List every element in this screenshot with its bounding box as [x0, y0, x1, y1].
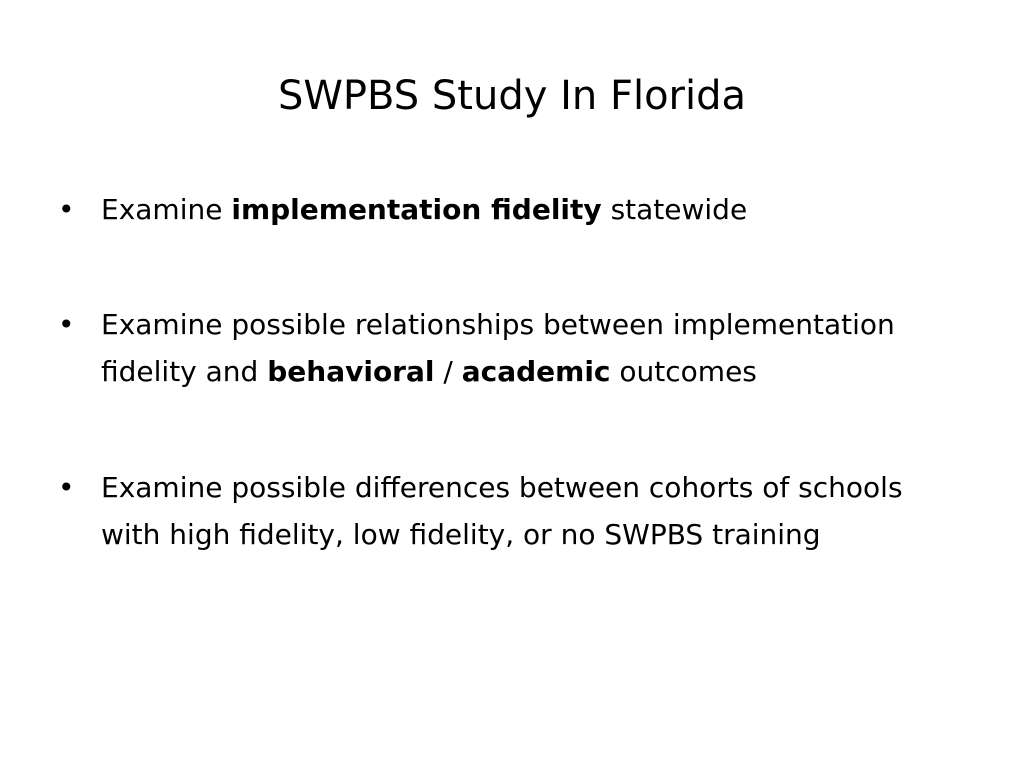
- bullet-text: Examine: [101, 193, 232, 226]
- bullet-text: Examine possible differences between cohorts of schools with high fidelity, low fidelity, or no SWPBS training: [101, 471, 903, 551]
- bullet-dot-icon: •: [58, 193, 75, 226]
- bullet-item-implementation: [58, 186, 958, 233]
- bullet-text: outcomes: [610, 355, 757, 388]
- bullet-bold-text: implementation fidelity: [231, 193, 602, 226]
- bullet-bold-text: behavioral: [267, 355, 435, 388]
- bullet-text: Examine possible relationships between implementation fidelity and: [101, 308, 895, 388]
- bullet-text: /: [434, 355, 462, 388]
- bullet-item-relationships: [58, 301, 958, 395]
- bullet-bold-text: academic: [461, 355, 611, 388]
- bullet-text: statewide: [601, 193, 748, 226]
- bullet-dot-icon: •: [58, 308, 75, 341]
- bullet-dot-icon: •: [58, 471, 75, 504]
- bullet-list: [58, 186, 958, 558]
- slide-title: SWPBS Study In Florida: [277, 73, 747, 119]
- bullet-item-differences: [58, 464, 958, 558]
